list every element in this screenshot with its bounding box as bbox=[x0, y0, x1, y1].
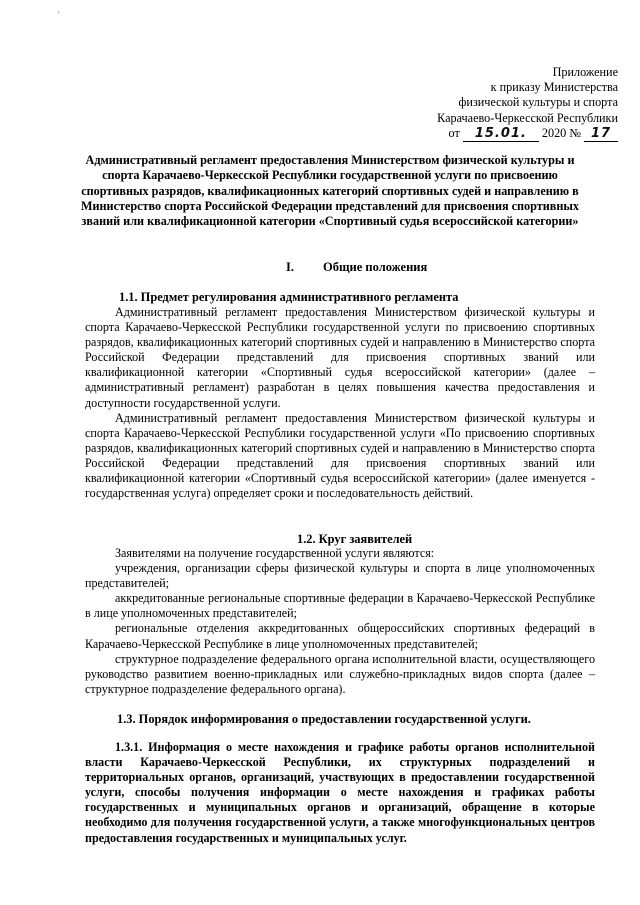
year-number-label: 2020 № bbox=[541, 125, 581, 140]
subsection-1-2-heading: 1.2. Круг заявителей bbox=[297, 532, 413, 546]
paragraph: аккредитованные региональные спортивные федерации в Карачаево-Черкесской Республике в лице уполномоченных представителей; bbox=[85, 591, 595, 621]
approval-date-line bbox=[368, 126, 618, 142]
subsection-1-3-heading: 1.3. Порядок информирования о предоставлении государственной услуги. bbox=[117, 712, 531, 726]
paragraph: региональные отделения аккредитованных общероссийских спортивных федераций в Карачаево-Черкесской Республике в лице уполномоченных представителей; bbox=[85, 621, 595, 651]
paragraph: учреждения, организации сферы физической культуры и спорта в лице уполномоченных представителей; bbox=[85, 561, 595, 591]
paragraph: структурное подразделение федерального органа исполнительной власти, осуществляющего руководство развитием военно-прикладных или служебно-прикладных видов спорта (далее – структурное подразделение федерального органа). bbox=[85, 651, 595, 696]
subsection-1-1-heading: 1.1. Предмет регулирования административного регламента bbox=[119, 290, 459, 304]
handwritten-number: 17 bbox=[584, 126, 618, 142]
handwritten-date: 15.01. bbox=[463, 126, 539, 142]
approval-line-2: к приказу Министерства bbox=[490, 80, 618, 95]
paragraph: Заявителями на получение государственной услуги являются: bbox=[115, 546, 435, 560]
approval-line-4: Карачаево-Черкесской Республики bbox=[437, 110, 618, 125]
scan-mark: ' bbox=[58, 10, 60, 20]
subsection-1-2-body bbox=[85, 546, 595, 697]
approval-block bbox=[368, 65, 618, 142]
subsection-1-3-body bbox=[85, 740, 595, 846]
from-label: от bbox=[448, 125, 460, 140]
paragraph: Административный регламент предоставления Министерством физической культуры и спорта Карачаево-Черкесской Республики государственной услуги по присвоению спортивных разрядов, квалификационных категорий спортивных судей и направлению в Министерство спорта Российской Федерации представлений для присвоения спортивных званий или квалификационной категории «Спортивный судья всероссийской категории» (далее – административный регламент) разработан в целях повышения качества предоставления и доступности государственной услуги. bbox=[85, 305, 595, 410]
paragraph: 1.3.1. Информация о месте нахождения и графике работы органов исполнительной власти Карачаево-Черкесской Республики, их структурных подразделений и территориальных органов, организаций, участвующих в предоставлении государственной услуги, способы получения информации о месте нахождения и графиках работы государственных и муниципальных органов и организаций, обращение в которые необходимо для получения государственной услуги, а также многофункциональных центров предоставления государственных и муниципальных услуг. bbox=[85, 740, 595, 845]
approval-line-3: физической культуры и спорта bbox=[458, 95, 618, 110]
paragraph: Административный регламент предоставления Министерством физической культуры и спорта Карачаево-Черкесской Республики государственной услуги «По присвоению спортивных разрядов, квалификационных категорий спортивных судей и направлению в Министерство спорта Российской Федерации представлений для присвоения спортивных званий или квалификационной категории «Спортивный судья всероссийской категории» (далее именуется - государственная услуга) определяет сроки и последовательность действий. bbox=[85, 410, 595, 501]
subsection-1-1-body bbox=[85, 305, 595, 501]
section-title: Общие положения bbox=[323, 260, 428, 274]
approval-line-1: Приложение bbox=[552, 65, 618, 79]
section-number: I. bbox=[286, 260, 294, 274]
document-title: Административный регламент предоставления Министерством физической культуры и спорта Карачаево-Черкесской Республики государственной услуги по присвоению спортивных разрядов, квалификационных категорий спортивных судей и направлению в Министерство спорта Российской Федерации представлений для присвоения спортивных званий или квалификационной категории «Спортивный судья всероссийской категории» bbox=[81, 153, 579, 229]
